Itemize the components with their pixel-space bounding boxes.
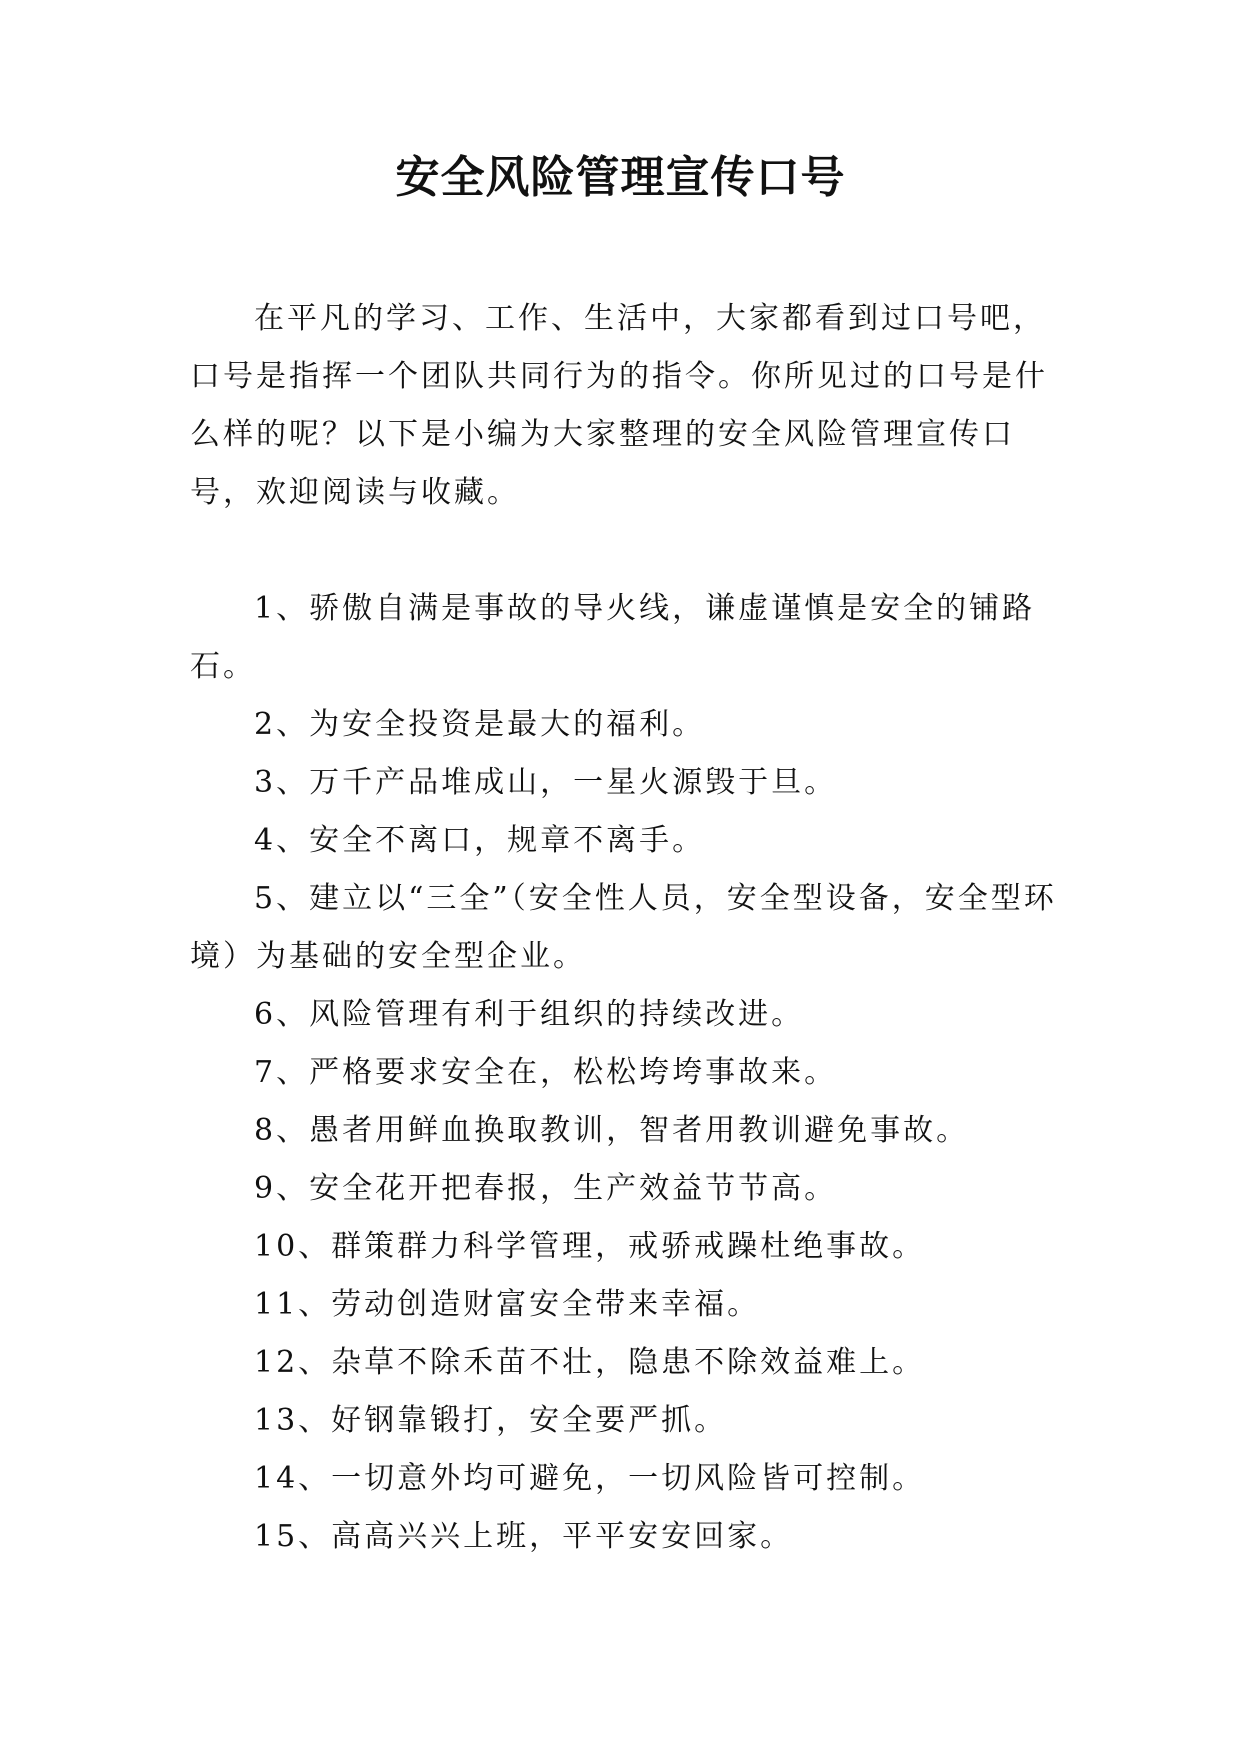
slogan-item: 10、群策群力科学管理，戒骄戒躁杜绝事故。 — [254, 1229, 926, 1264]
slogan-item: 3、万千产品堆成山，一星火源毁于旦。 — [254, 765, 838, 800]
slogan-item: 13、好钢靠锻打，安全要严抓。 — [254, 1403, 728, 1438]
slogan-item: 6、风险管理有利于组织的持续改进。 — [254, 997, 805, 1032]
slogan-item: 1、骄傲自满是事故的导火线，谦虚谨慎是安全的铺路石。 — [190, 591, 1036, 684]
slogan-item: 2、为安全投资是最大的福利。 — [254, 707, 706, 742]
slogan-item: 5、建立以“三全”（安全性人员，安全型设备，安全型环境）为基础的安全型企业。 — [190, 881, 1057, 974]
slogan-item: 4、安全不离口，规章不离手。 — [254, 823, 706, 858]
slogan-item: 7、严格要求安全在，松松垮垮事故来。 — [254, 1055, 838, 1090]
document-body — [190, 290, 1060, 1566]
slogan-item: 15、高高兴兴上班，平平安安回家。 — [254, 1519, 794, 1554]
slogan-item: 14、一切意外均可避免，一切风险皆可控制。 — [254, 1461, 926, 1496]
slogan-item: 8、愚者用鲜血换取教训，智者用教训避免事故。 — [254, 1113, 970, 1148]
page-title: 安全风险管理宣传口号 — [395, 152, 846, 203]
slogan-item: 12、杂草不除禾苗不壮，隐患不除效益难上。 — [254, 1345, 926, 1380]
intro-paragraph: 在平凡的学习、工作、生活中，大家都看到过口号吧，口号是指挥一个团队共同行为的指令。你所见过的口号是什么样的呢？以下是小编为大家整理的安全风险管理宣传口号，欢迎阅读与收藏。 — [190, 301, 1048, 510]
slogan-item: 11、劳动创造财富安全带来幸福。 — [254, 1287, 761, 1322]
slogan-item: 9、安全花开把春报，生产效益节节高。 — [254, 1171, 838, 1206]
